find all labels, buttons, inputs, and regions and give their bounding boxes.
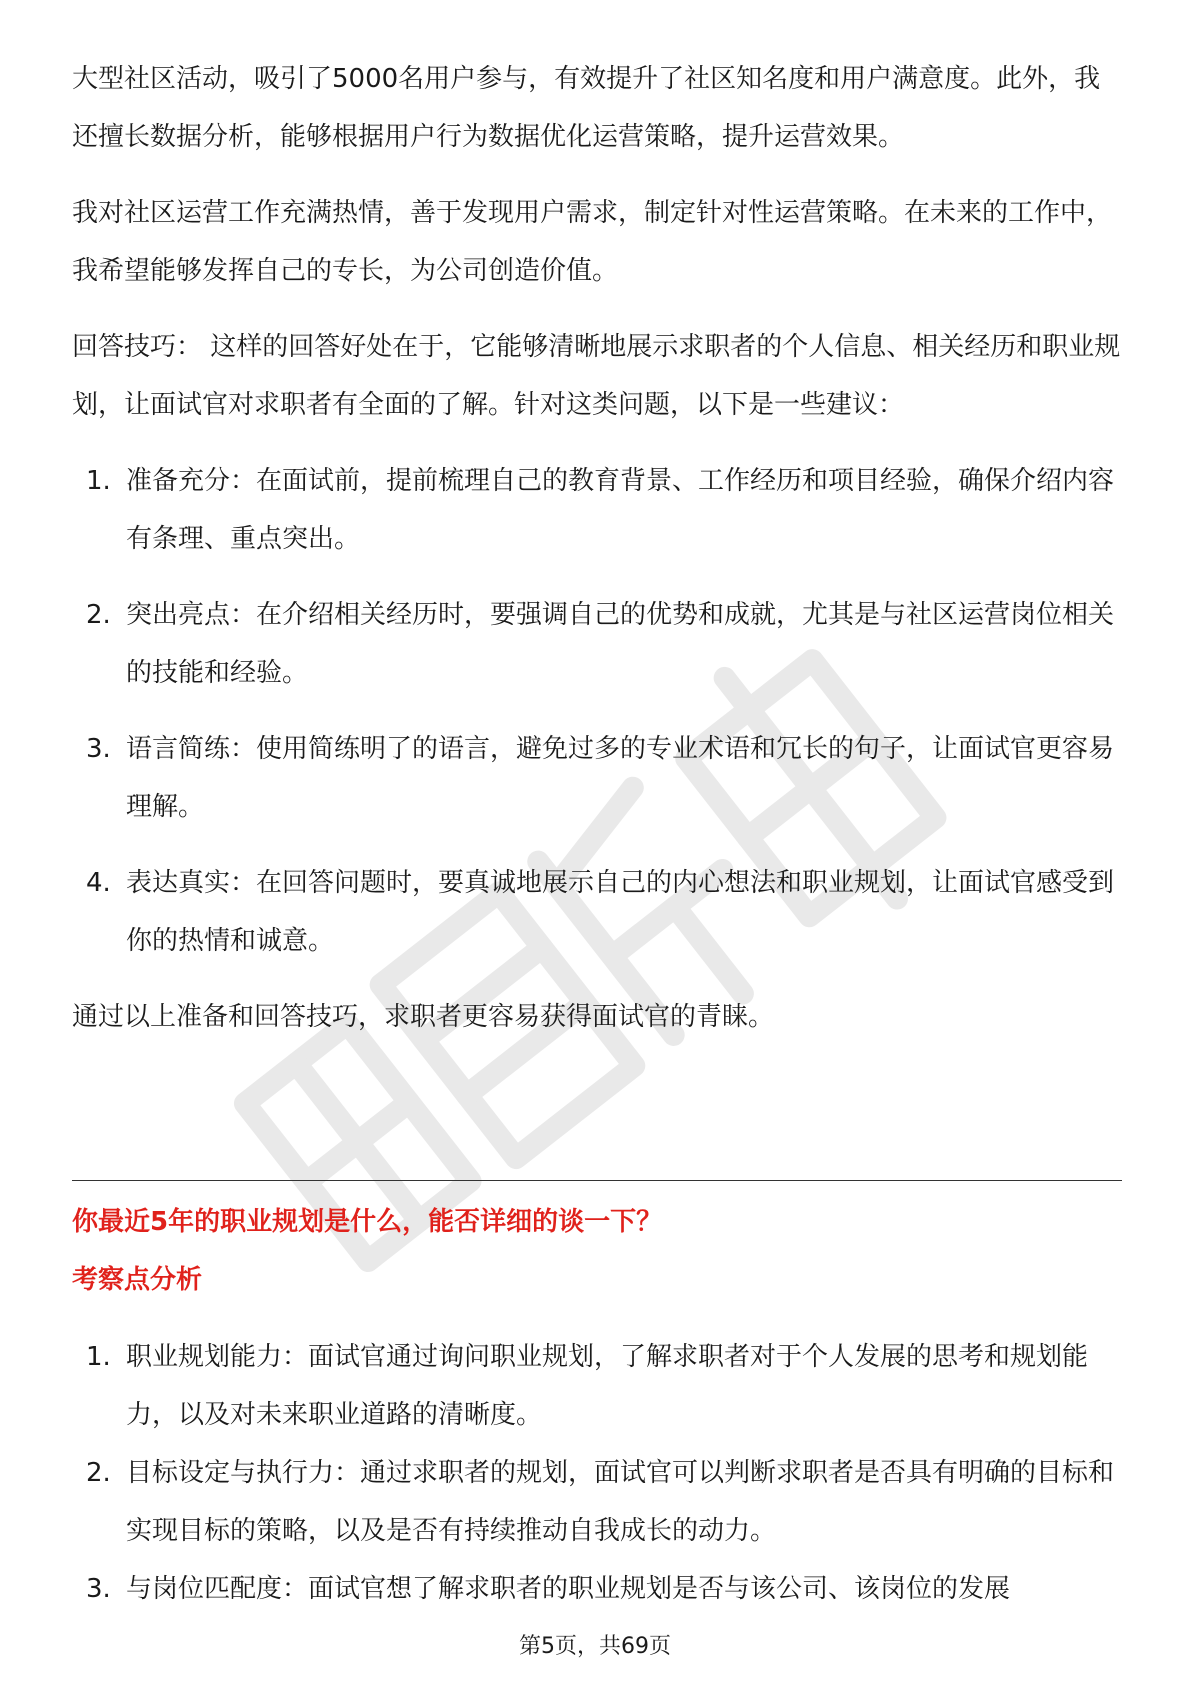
question-title: 你最近5年的职业规划是什么，能否详细的谈一下？ xyxy=(72,1207,663,1237)
list-text: 突出亮点：在介绍相关经历时，要强调自己的优势和成就，尤其是与社区运营岗位相关的技能和经验。 xyxy=(126,600,1115,688)
paragraph-community-activity: 大型社区活动，吸引了5000名用户参与，有效提升了社区知名度和用户满意度。此外，我还擅长数据分析，能够根据用户行为数据优化运营策略，提升运营效果。 xyxy=(72,64,1101,152)
page-number-footer: 第5页，共69页 xyxy=(519,1634,671,1659)
list-number: 4. xyxy=(86,868,111,898)
section-divider xyxy=(72,1180,1122,1181)
list-item xyxy=(72,720,1122,836)
list-text: 职业规划能力：面试官通过询问职业规划，了解求职者对于个人发展的思考和规划能力，以及对未来职业道路的清晰度。 xyxy=(126,1342,1089,1430)
list-text: 准备充分：在面试前，提前梳理自己的教育背景、工作经历和项目经验，确保介绍内容有条理、重点突出。 xyxy=(126,466,1115,554)
list-number: 2. xyxy=(86,600,111,630)
paragraph-passion: 我对社区运营工作充满热情，善于发现用户需求，制定针对性运营策略。在未来的工作中，我希望能够发挥自己的专长，为公司创造价值。 xyxy=(72,198,1113,286)
list-text: 与岗位匹配度：面试官想了解求职者的职业规划是否与该公司、该岗位的发展 xyxy=(126,1574,1011,1604)
list-item xyxy=(72,586,1122,702)
list-item xyxy=(72,854,1122,970)
list-text: 目标设定与执行力：通过求职者的规划，面试官可以判断求职者是否具有明确的目标和实现目标的策略，以及是否有持续推动自我成长的动力。 xyxy=(126,1458,1115,1546)
list-number: 2. xyxy=(86,1458,111,1488)
list-text: 语言简练：使用简练明了的语言，避免过多的专业术语和冗长的句子，让面试官更容易理解。 xyxy=(126,734,1115,822)
list-item xyxy=(72,1560,1122,1618)
list-item xyxy=(72,452,1122,568)
list-text: 表达真实：在回答问题时，要真诚地展示自己的内心想法和职业规划，让面试官感受到你的热情和诚意。 xyxy=(126,868,1115,956)
list-number: 1. xyxy=(86,466,111,496)
list-item xyxy=(72,1328,1122,1444)
list-number: 1. xyxy=(86,1342,111,1372)
paragraph-conclusion: 通过以上准备和回答技巧，求职者更容易获得面试官的青睐。 xyxy=(72,1002,775,1032)
paragraph-answer-tips: 回答技巧： 这样的回答好处在于，它能够清晰地展示求职者的个人信息、相关经历和职业规划，让面试官对求职者有全面的了解。针对这类问题，以下是一些建议： xyxy=(72,332,1121,420)
list-number: 3. xyxy=(86,1574,111,1604)
list-number: 3. xyxy=(86,734,111,764)
analysis-heading: 考察点分析 xyxy=(72,1265,203,1295)
list-item xyxy=(72,1444,1122,1560)
